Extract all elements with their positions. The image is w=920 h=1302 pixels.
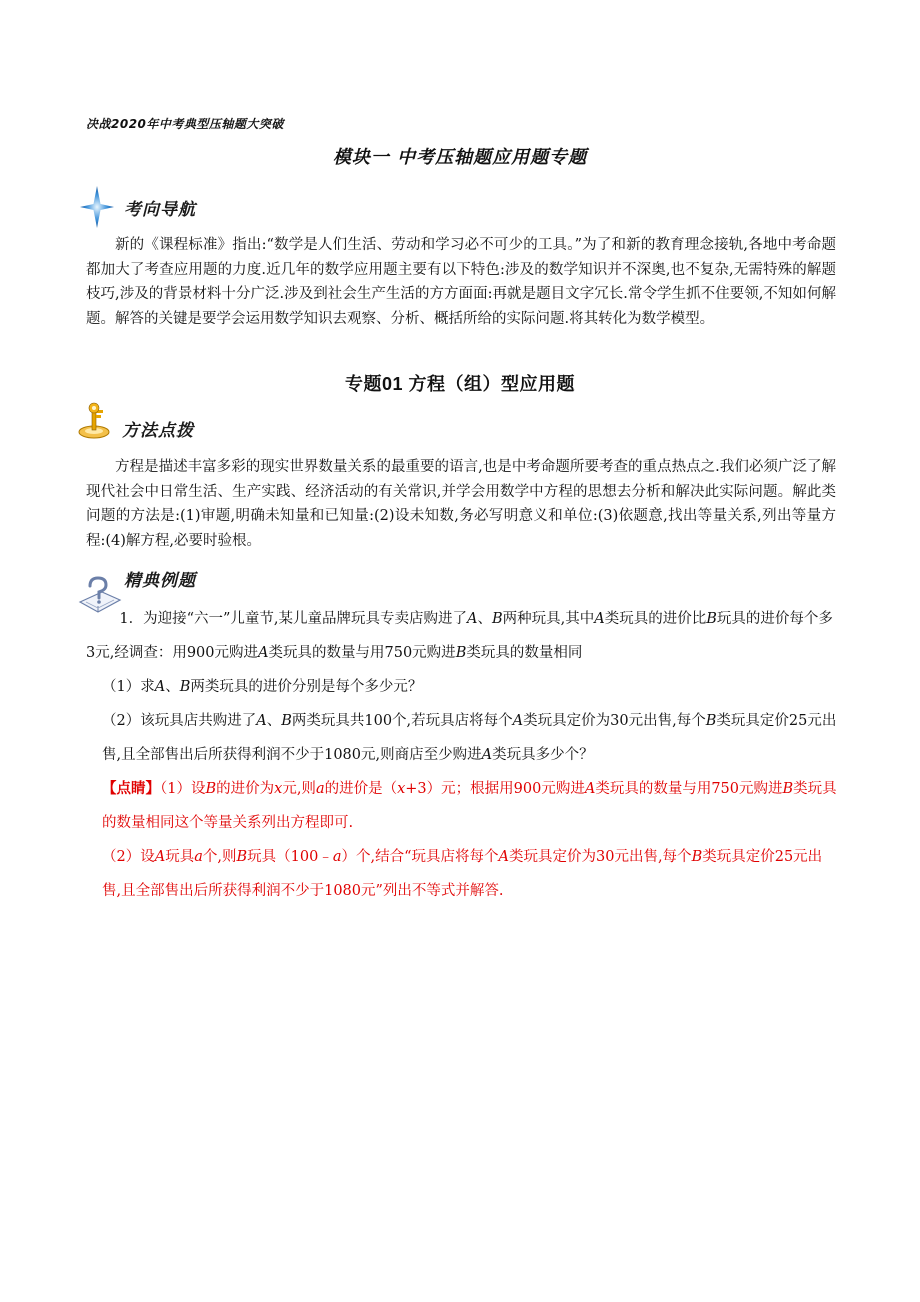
guide-paragraph (86, 233, 836, 331)
topic-title: 专题01 方程（组）型应用题 (344, 374, 576, 394)
hint-tag: 【点睛】 (102, 780, 160, 797)
section-label-guide: 考向导航 (124, 200, 196, 220)
series-header: 决战2020年中考典型压轴题大突破 (86, 117, 284, 131)
module-title: 模块一 中考压轴题应用题专题 (332, 147, 588, 168)
question-1: 1．为迎接“六一”儿童节,某儿童品牌玩具专卖店购进了A、B两种玩具,其中A类玩具的进价比B玩具的进价每个多3元,经调查：用900元购进A类玩具的数量与用750元购进B类玩具的数量相同 (86, 611, 833, 661)
hint-1: 【点睛】（1）设B的进价为x元,则a的进价是（x+3）元；根据用900元购进A类玩具的数量与用750元购进B类玩具的数量相同这个等量关系列出方程即可. (102, 780, 837, 831)
golden-key-icon (78, 402, 114, 440)
hint-2: （2）设A玩具a个,则B玩具（100﹣a）个,结合“玩具店将每个A类玩具定价为30元出售,每个B类玩具定价25元出售,且全部售出后所获得利润不少于1080元”列出不等式并解答. (102, 849, 823, 899)
method-paragraph (86, 455, 836, 553)
guide-text: 新的《课程标准》指出:“数学是人们生活、劳动和学习必不可少的工具。”为了和新的教育理念接轨,各地中考命题都加大了考查应用题的力度.近几年的数学应用题主要有以下特色:涉及的数学知识并不深奥,也不复杂,无需特殊的解题枝巧,涉及的背景材料十分广泛.涉及到社会生产生活的方方面面:再就是题目文字冗长.常令学生抓不住要领,不知如何解题。解答的关键是要学会运用数学知识去观察、分析、概括所给的实际问题.将其转化为数学模型。 (86, 237, 836, 327)
sub-question-1: （1）求A、B两类玩具的进价分别是每个多少元？ (102, 679, 423, 695)
section-label-method: 方法点拨 (122, 421, 194, 441)
method-text: 方程是描述丰富多彩的现实世界数量关系的最重要的语言,也是中考命题所要考查的重点热点之.我们必须广泛了解现代社会中日常生活、生产实践、经济活动的有关常识,并学会用数学中方程的思想去分析和解决此实际问题。解此类问题的方法是:(1)审题,明确未知量和已知量:(2)设未知数,务必写明意义和单位:(3)依题意,找出等量关系,列出等量方程:(4)解方程,必要时验根。 (86, 459, 836, 549)
question-block (86, 602, 838, 908)
section-label-examples: 精典例题 (124, 571, 196, 591)
sub-question-2: （2）该玩具店共购进了A、B两类玩具共100个,若玩具店将每个A类玩具定价为30元出售,每个B类玩具定价25元出售,且全部售出后所获得利润不少于1080元,则商店至少购进A类玩具多少个？ (102, 713, 837, 763)
compass-star-icon (80, 186, 114, 228)
